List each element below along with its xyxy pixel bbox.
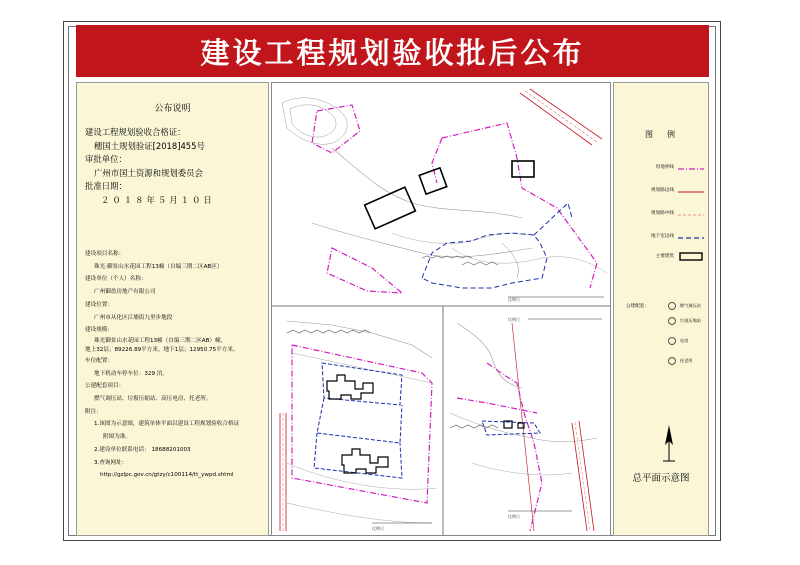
approver-label: 审批单位：	[85, 154, 127, 164]
overview-label: 总平面示意图	[632, 473, 690, 484]
project-name-label: 建设项目名称：	[85, 251, 125, 257]
bottom-left-map	[280, 321, 437, 531]
top-map-scale: 比例尺	[508, 297, 520, 302]
notice-panel	[76, 82, 269, 536]
basement-line-icon	[678, 236, 704, 240]
building-box-icon	[678, 252, 704, 261]
cert-label: 建设工程规划验收合格证：	[85, 127, 186, 137]
legend-label: 用地界线	[655, 165, 674, 170]
gas-station-icon	[668, 302, 676, 310]
applicant-label: 建设单位（个人）名称：	[85, 276, 147, 283]
legend-label: 规划路边线	[651, 188, 674, 193]
note2: 2.建设单位联系电话： 18688201003	[94, 446, 191, 453]
approver: 广州市国土资源和规划委员会	[94, 167, 203, 178]
approval-date: ２０１８年５月１０日	[101, 194, 215, 205]
power-room-icon	[668, 337, 676, 345]
legend-row-road-edge	[614, 186, 710, 196]
legend-panel	[613, 82, 709, 536]
cert-number: 穗国土规划验证[2018]455号	[94, 140, 205, 151]
parking-label: 车位配置：	[85, 357, 113, 364]
br-map-scale: 比例尺	[508, 514, 520, 519]
legend-title: 图例	[645, 130, 689, 139]
legend-row-building	[614, 252, 710, 262]
scale-label: 建设规模：	[85, 327, 113, 334]
certificate-info	[85, 126, 215, 207]
location: 广州市从化区江埔街九里步地段	[94, 314, 173, 321]
location-label: 建设位置：	[85, 301, 113, 308]
note3: 3.查询网址：	[94, 459, 128, 466]
site-plan-maps	[271, 82, 611, 536]
parking: 地下机动车停车位：329 泊。	[94, 370, 168, 377]
scale-line1: 珠光御景山水花园工程13幢（自编三期二区AB）幢，	[94, 337, 227, 344]
scale-line2: 地上32层；89226.89平方米，地下1层；12950.75平方米。	[85, 346, 239, 353]
facilities-head: 公建配套：	[626, 304, 649, 309]
announcement-sheet	[63, 21, 721, 541]
legend-label: 规划路中线	[651, 211, 674, 216]
bottom-right-map	[450, 323, 597, 531]
legend-label: 地下室边线	[651, 234, 674, 239]
legend-row-road-center	[614, 209, 710, 219]
garbage-station-icon	[668, 317, 676, 325]
notes-label: 附注：	[85, 408, 102, 415]
title-banner	[76, 25, 709, 77]
applicant: 广州御盈房地产有限公司	[94, 289, 156, 296]
road-center-line-icon	[678, 213, 704, 217]
north-arrow-icon	[662, 425, 676, 463]
date-label: 批准日期：	[85, 181, 127, 191]
top-map	[282, 89, 607, 322]
elderly-care-icon	[668, 357, 676, 365]
facilities-label: 公建配套项目：	[85, 383, 125, 390]
note1-line2: 附图为准。	[103, 434, 131, 441]
project-name: 珠光·御景山水花园工程13幢（自编三期二区AB区）	[94, 263, 223, 270]
legend-row-boundary	[614, 163, 710, 173]
note3-url: http://gzlpc.gov.cn/gtzy/c100114/tt_ywpd.shtml	[100, 472, 234, 479]
boundary-line-icon	[678, 167, 704, 171]
legend-row-basement	[614, 232, 710, 242]
note1-line1: 1.该图为示意图，建筑单体平面以建设工程规划验收合格证	[94, 421, 240, 428]
road-edge-line-icon	[678, 190, 704, 194]
facility-power: 电房	[668, 337, 688, 345]
bl-map-scale: 比例尺	[372, 526, 384, 531]
facilities: 燃气调压站、垃圾压缩站、高压电房、托老所。	[94, 396, 212, 403]
facility-garbage: 垃圾压缩站	[668, 317, 701, 325]
site-plan-drawing	[272, 83, 610, 535]
notice-title: 公布说明	[154, 104, 191, 114]
facility-elderly: 托老所	[668, 357, 693, 365]
top-scale-label: 比例尺	[508, 317, 520, 322]
page-title: 建设工程规划验收批后公布	[200, 35, 585, 70]
legend-label: 主要建筑	[655, 254, 674, 259]
project-details	[85, 248, 268, 482]
facility-gas: 燃气调压站	[668, 302, 701, 310]
